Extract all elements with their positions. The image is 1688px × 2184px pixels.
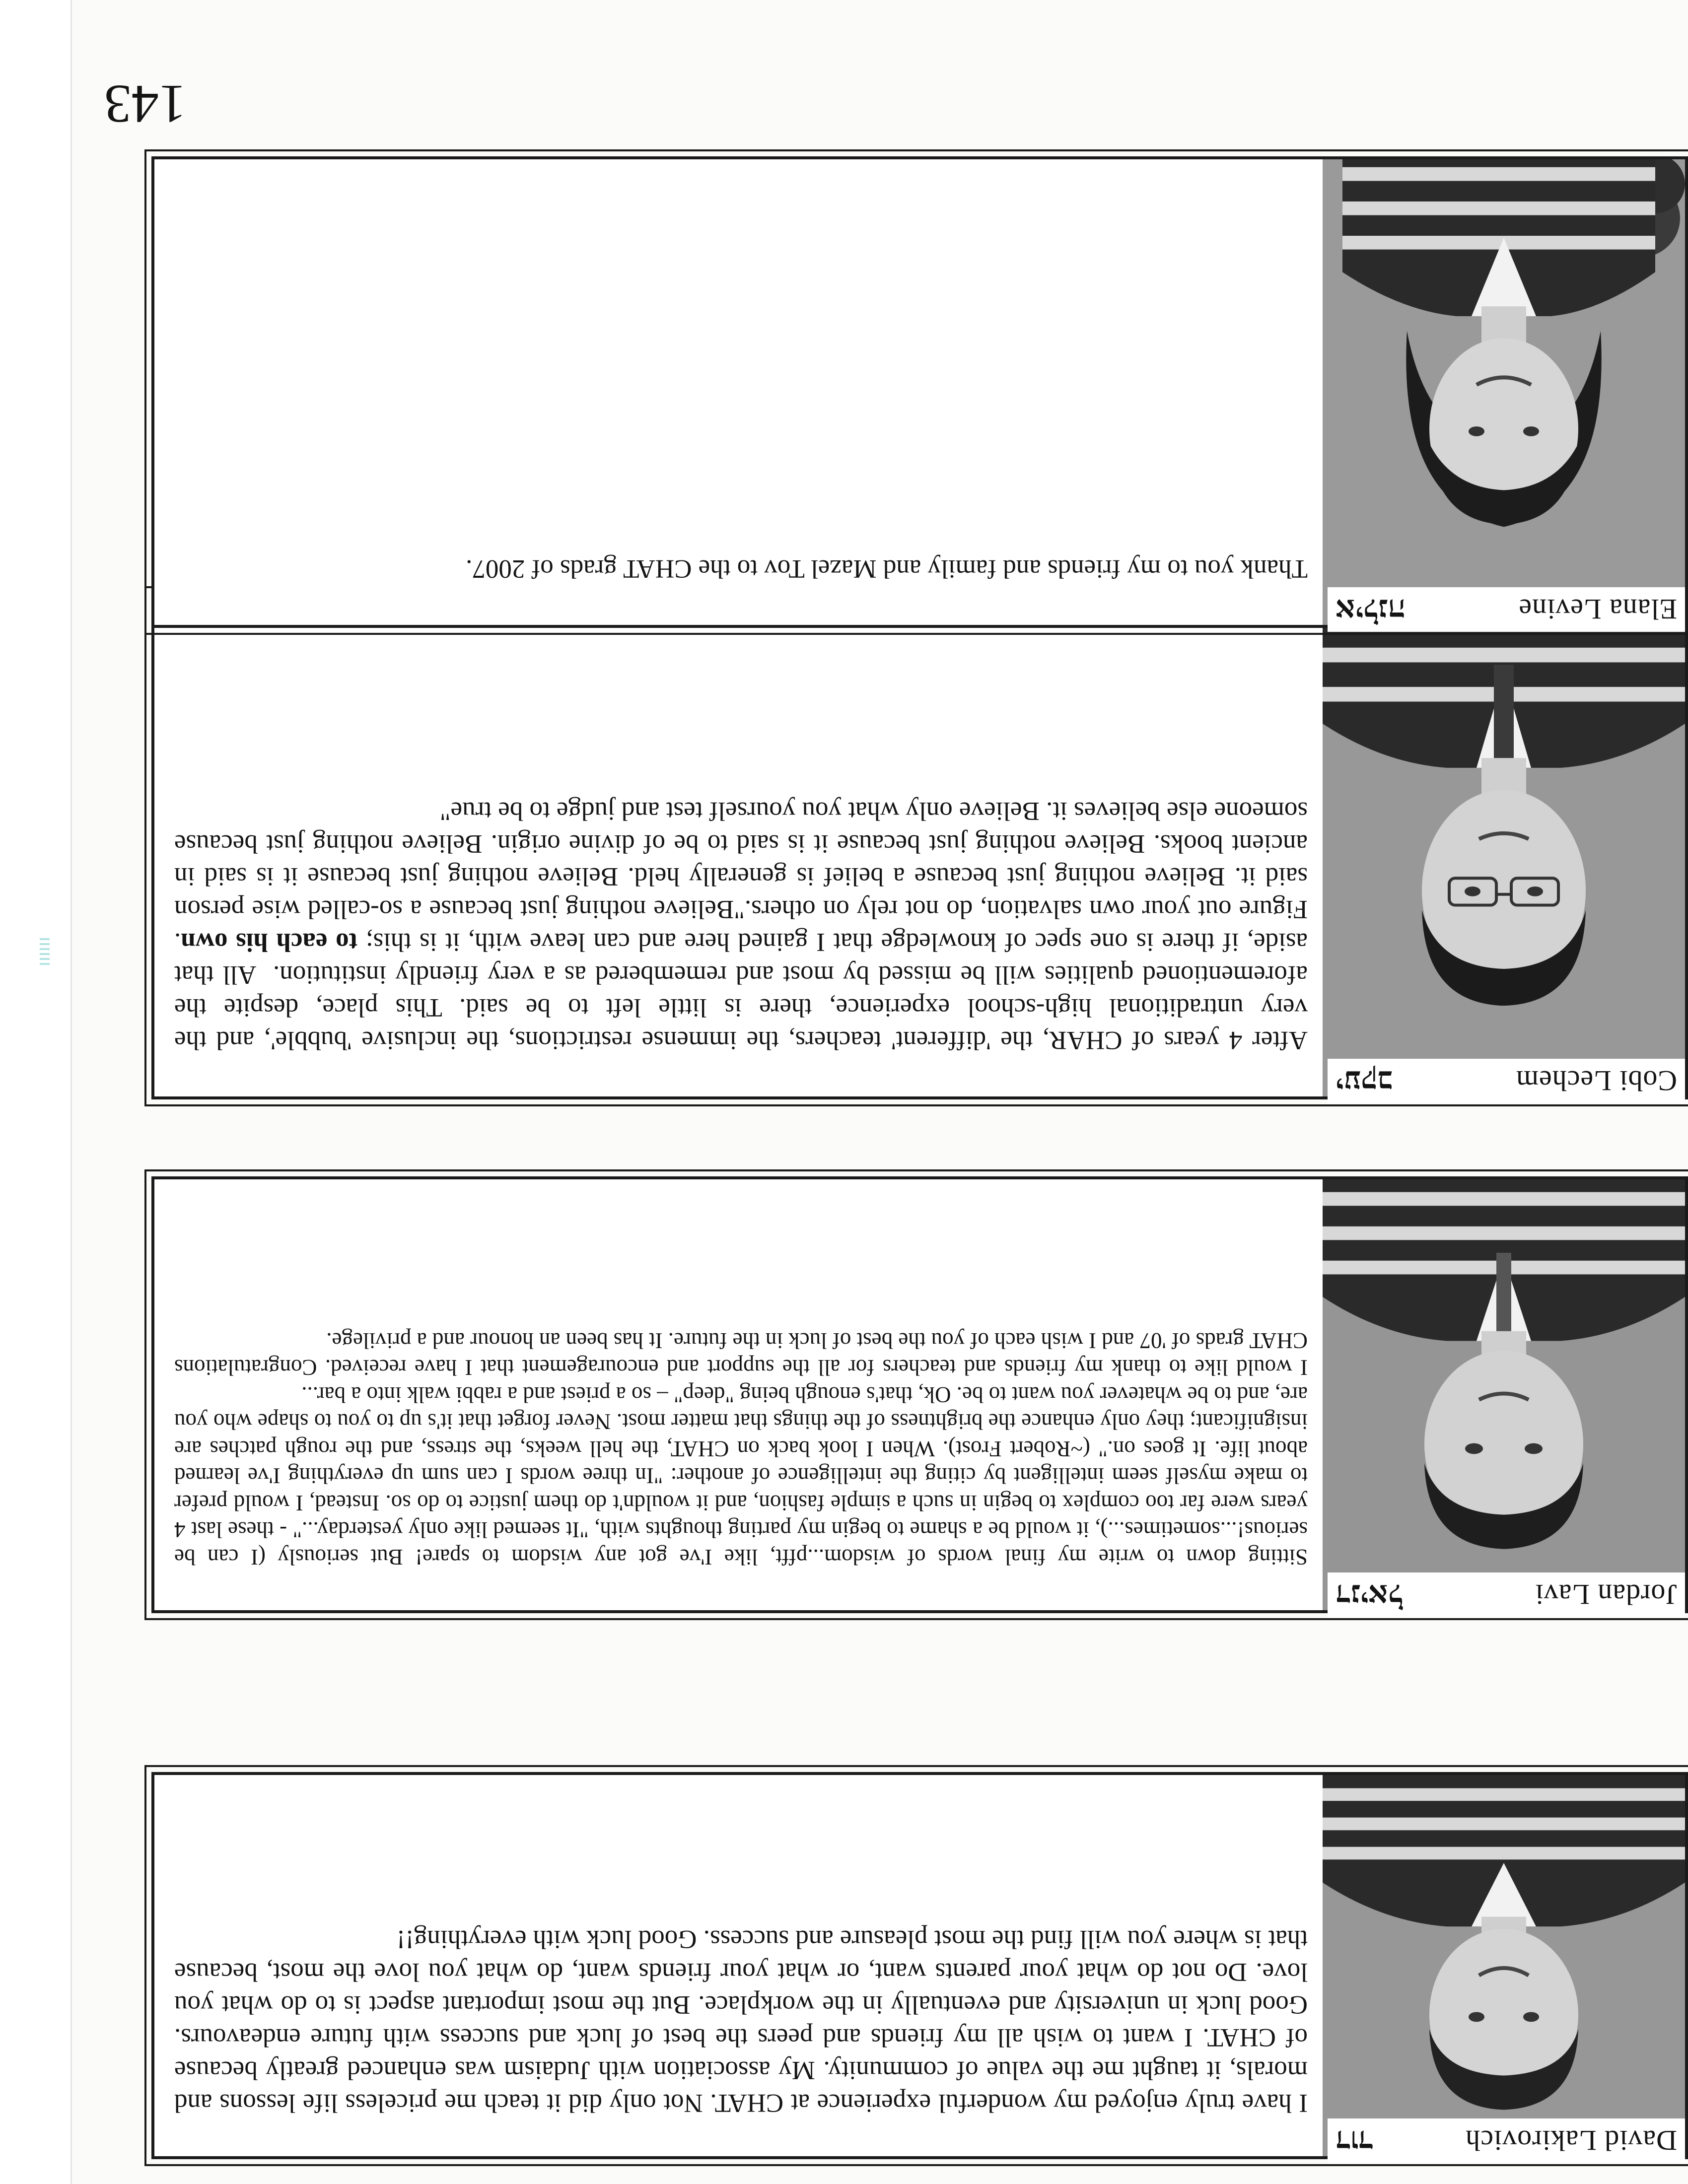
portrait-image bbox=[1323, 1775, 1685, 2156]
portrait-image bbox=[1323, 159, 1685, 625]
graduate-entry bbox=[151, 1772, 1688, 2159]
name-header bbox=[1328, 2118, 1685, 2163]
graduate-message: Thank you to my friends and family and Mazel Tov to the CHAT grads of 2007. bbox=[466, 554, 1308, 583]
hebrew-name: דוד bbox=[1336, 2124, 1373, 2158]
hebrew-name: דניאל bbox=[1336, 1578, 1403, 1612]
graduate-name: Cobi Lechem bbox=[1515, 1065, 1677, 1097]
graduate-message: I have truly enjoyed my wonderful experience at CHAT. Not only did it teach me priceless life lessons and morals, it taught me the value of community. My association with Judaism was enhanced greatly because of CHAT. I want to wish all my friends and peers the best of luck and success with future endeavours. Good luck in university and eventually in the workplace. But the most important aspect is to do what you love. Do not do what your parents want, or what your friends want, do what you love the most, because that is where you will find the most pleasure and success. Good luck with everything!! bbox=[167, 1925, 1308, 2117]
graduate-entry bbox=[151, 593, 1688, 1099]
scan-artifact bbox=[40, 938, 50, 968]
message-text: . Figure out your own salvation, do not rely on others."Believe nothing just because a so-called wise person said it. Believe nothing just because a belief is generally held. Believe nothing just because it is said in ancient books. Believe nothing just because it is said to be of divine origin. Believe nothing just because someone else believes it. Believe only what you yourself test and judge to be true" bbox=[161, 797, 1308, 956]
graduate-name: David Lakirovich bbox=[1465, 2124, 1677, 2157]
graduate-portrait bbox=[1323, 1179, 1685, 1610]
graduate-portrait bbox=[1323, 596, 1685, 1096]
page-number: 143 bbox=[104, 74, 186, 135]
graduate-message: Sitting down to write my final words of wisdom...pfft, like I've got any wisdom to spare! But seriously (I can be serious!...sometimes...), it would be a shame to begin my parting thoughts with, "It seemed like only yesterday..." - these last 4 years were far too complex to begin in such a simple fashion, and it wouldn't do them justice to do so. Instead, I would prefer to make myself seem intelligent by citing the intelligence of another: "In three words I can sum up everything I've learned about life. It goes on." (~Robert Frost). When I look back on CHAT, the hell weeks, the stress, and the rough patches are insignificant; they only enhance the brightness of the things that matter most. Never forget that it's up to you to shape who you are, and to be whatever you want to be. Ok, that's enough being "deep" – so a priest and a rabbi walk into a bar... I would like to thank my friends and teachers for all the support and encouragement that I have received. Congratulations CHAT grads of '07 and I wish each of you the best of luck in the future. It has been an honour and a privilege. bbox=[174, 1328, 1308, 1570]
message-emphasis: to each his own bbox=[181, 928, 358, 956]
hebrew-name: אילנה bbox=[1336, 593, 1406, 627]
name-header bbox=[1328, 1572, 1685, 1617]
graduate-portrait bbox=[1323, 1775, 1685, 2156]
graduate-entry bbox=[151, 1176, 1688, 1613]
hebrew-name: יעקב bbox=[1336, 1064, 1393, 1098]
page-margin bbox=[0, 0, 72, 2184]
name-header bbox=[1328, 587, 1685, 632]
graduate-entry bbox=[151, 156, 1688, 628]
portrait-image bbox=[1323, 596, 1685, 1096]
graduate-name: Jordan Lavi bbox=[1535, 1578, 1677, 1611]
name-header bbox=[1328, 1059, 1685, 1103]
graduate-name: Elana Levine bbox=[1518, 593, 1677, 626]
graduate-message bbox=[161, 795, 1308, 1057]
graduate-portrait bbox=[1323, 159, 1685, 625]
portrait-image bbox=[1323, 1179, 1685, 1610]
message-text: After 4 years of CHAR, the 'different' teachers, the immense restrictions, the inclusive 'bubble', and the very untraditional high-school experience, there is little left to be said. This place, despite the aforementioned qualities will be missed by most and remembered as a very friendly institution. All that aside, if there is one spec of knowledge that I gained here and can leave with, it is this; bbox=[167, 928, 1308, 1055]
